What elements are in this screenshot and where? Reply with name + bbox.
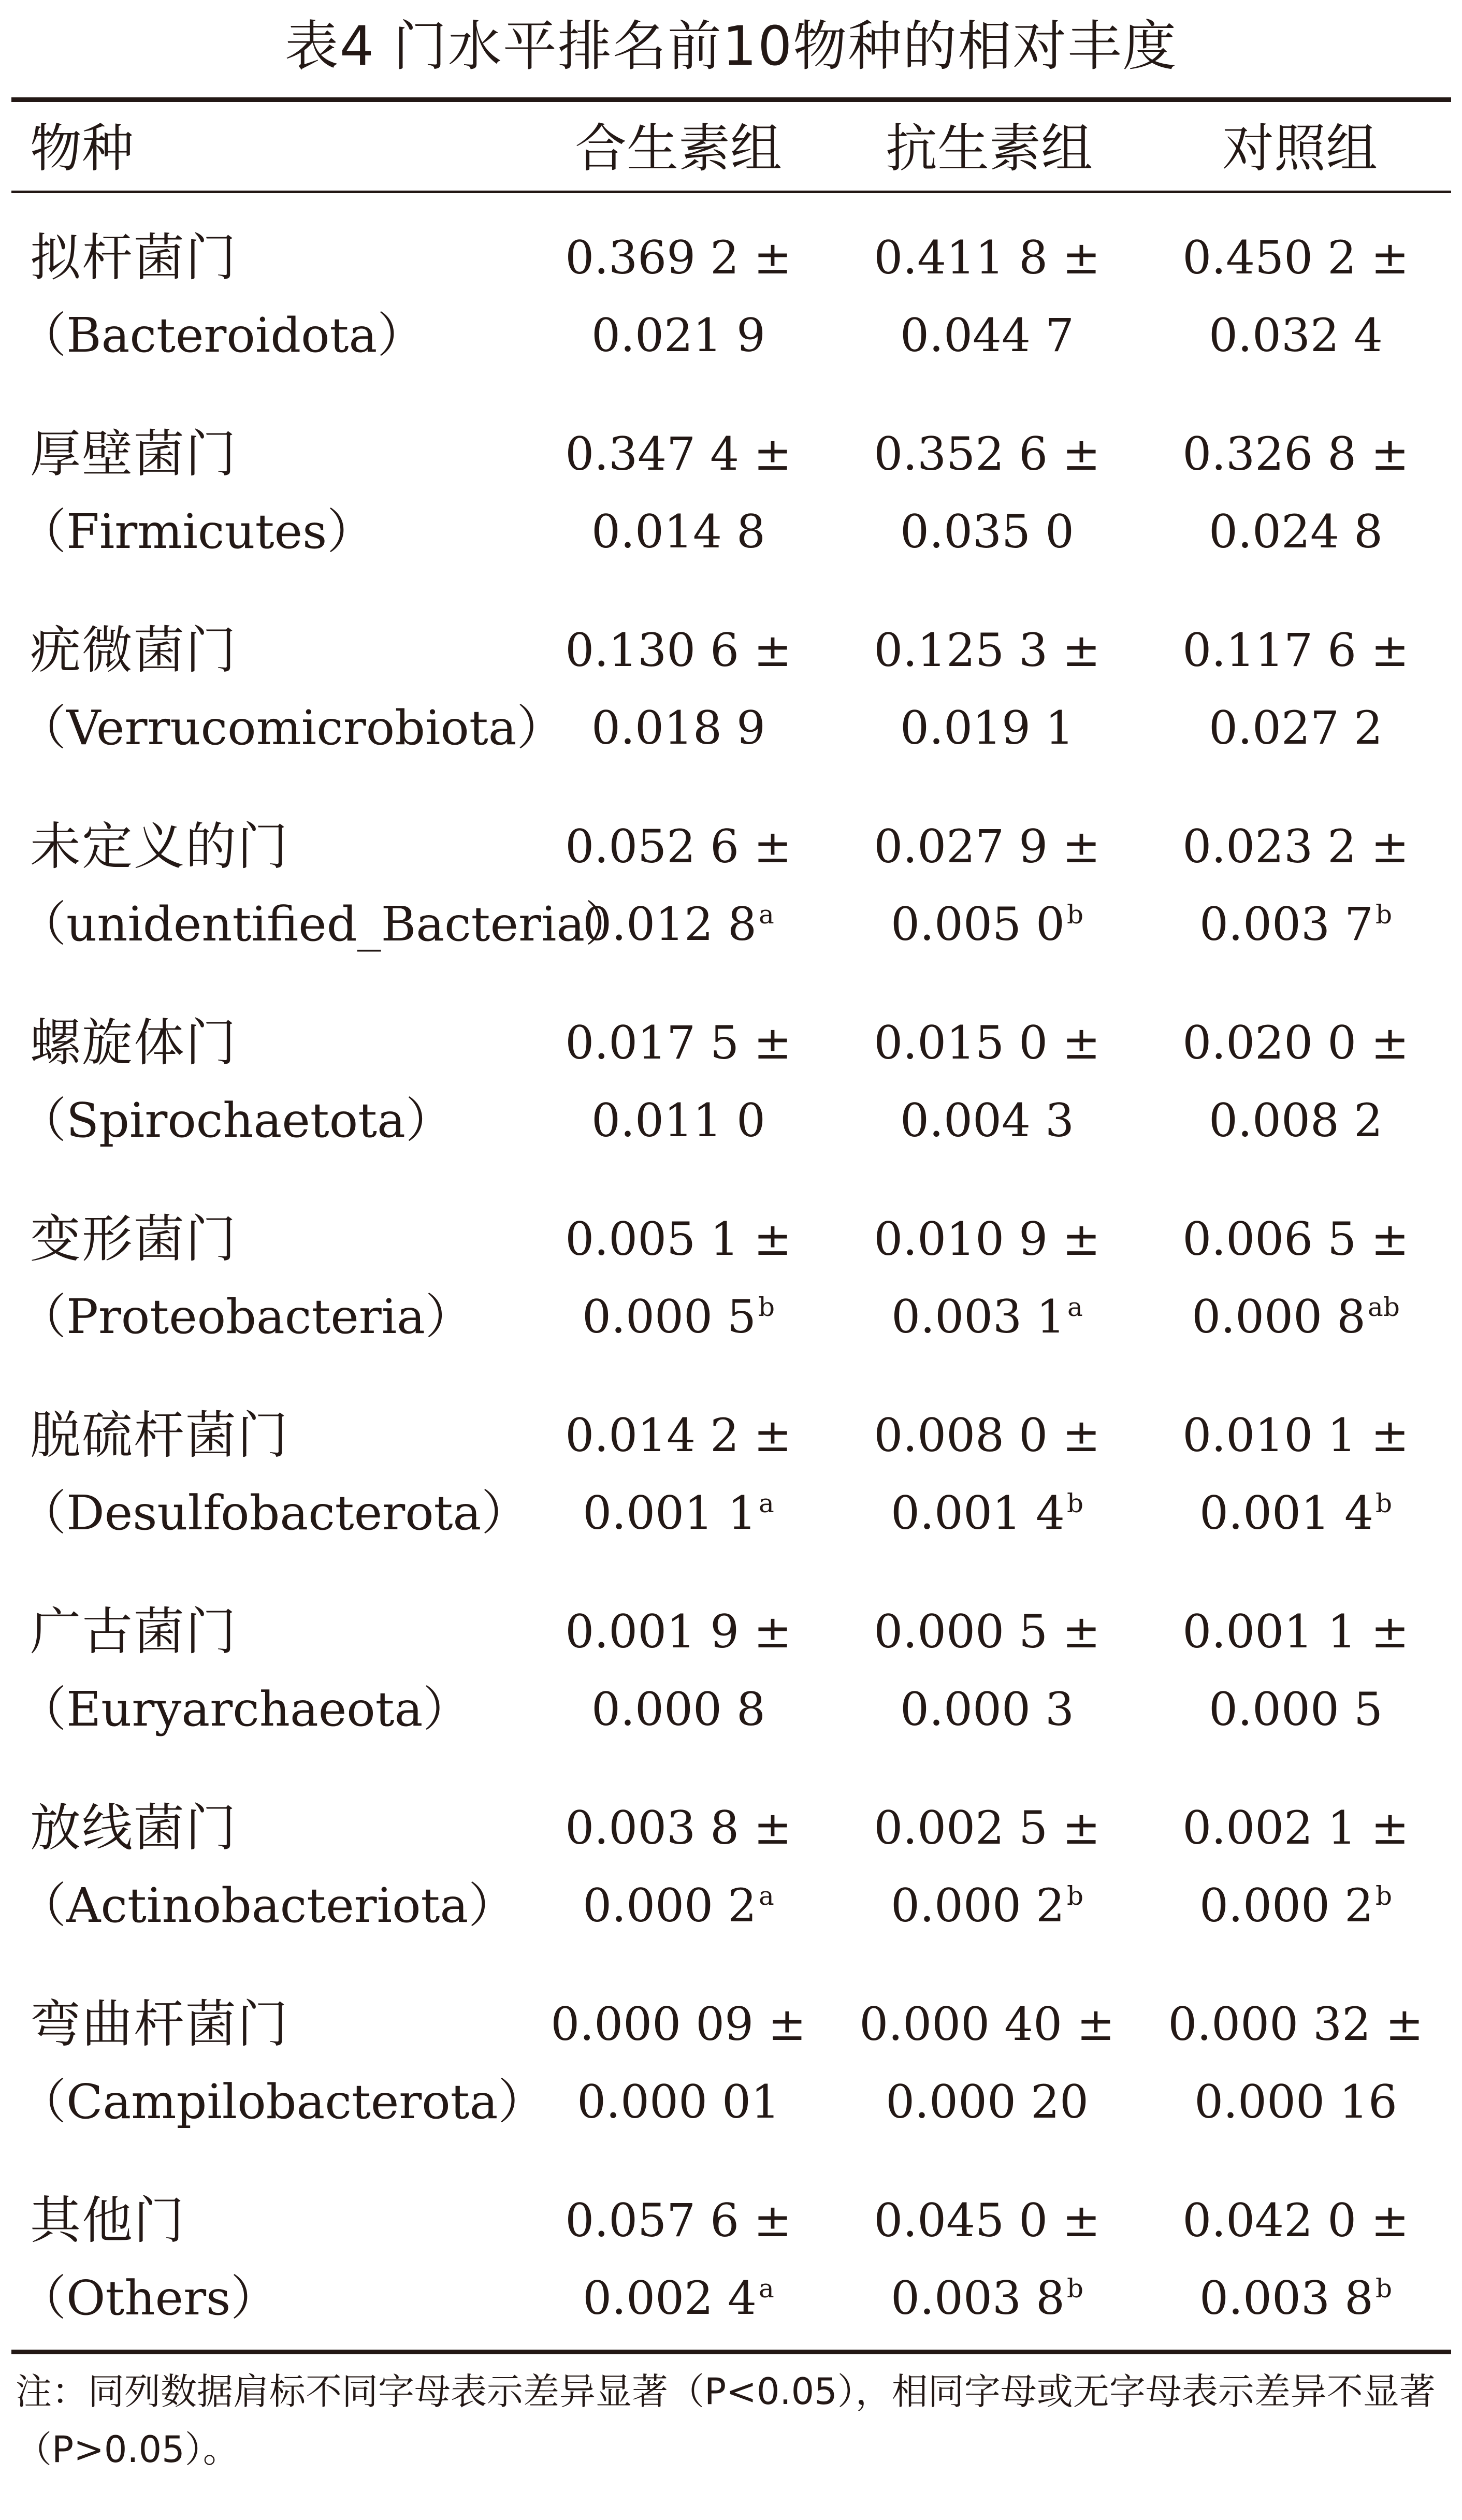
cell-sd	[1151, 886, 1441, 963]
cell-mean: 0.015 0 ±	[874, 1016, 1101, 1069]
significance-letter: b	[1066, 1488, 1083, 1518]
table-row	[0, 589, 1462, 786]
cell-sd	[1151, 1474, 1441, 1552]
cell-sd-value: 0.035 0	[900, 505, 1074, 558]
cell-sd-value: 0.008 2	[1209, 1094, 1383, 1147]
species-name-cn: 未定义的门	[30, 817, 289, 876]
cell-mean: 0.369 2 ±	[565, 231, 792, 284]
cell-sd	[1151, 2063, 1441, 2141]
cell-sd-value: 0.000 2	[1199, 1879, 1373, 1932]
cell-mean: 0.008 0 ±	[874, 1409, 1101, 1462]
table-row	[0, 982, 1462, 1178]
table-row	[0, 197, 1462, 393]
cell-mean: 0.352 6 ±	[874, 427, 1101, 481]
cell-mean: 0.005 1 ±	[565, 1212, 792, 1266]
cell-sd	[533, 2063, 823, 2141]
significance-letter: b	[1375, 900, 1392, 930]
species-name-latin: （Verrucomicrobiota）	[19, 700, 564, 756]
cell-sd-value: 0.005 0	[891, 897, 1065, 951]
species-name-cn: 广古菌门	[30, 1602, 238, 1661]
table-footnote: 注：同列数据肩标不同字母表示差异显著（P<0.05），相同字母或无字母表示差异不显著（P>0.05）。	[16, 2370, 1436, 2471]
table-row	[0, 1963, 1462, 2160]
header-species: 物种	[30, 118, 134, 179]
species-name-cn: 厚壁菌门	[30, 425, 238, 484]
species-name-latin: （Campilobacterota）	[19, 2074, 546, 2130]
species-name-latin: （Euryarchaeota）	[19, 1682, 471, 1737]
header-antibiotic-group: 抗生素组	[886, 118, 1093, 179]
cell-sd	[842, 886, 1132, 963]
table-row	[0, 2160, 1462, 2356]
cell-mean: 0.411 8 ±	[874, 231, 1101, 284]
table-row	[0, 1374, 1462, 1571]
species-name-latin: （Bacteroidota）	[19, 308, 425, 363]
cell-sd-value: 0.000 5	[582, 1290, 756, 1343]
significance-letter: a	[759, 900, 774, 930]
cell-mean: 0.003 8 ±	[565, 1801, 792, 1855]
cell-sd-value: 0.000 2	[891, 1879, 1065, 1932]
cell-sd	[1151, 297, 1441, 374]
cell-sd	[533, 2260, 823, 2337]
cell-sd	[842, 689, 1132, 767]
cell-sd-value: 0.001 1	[583, 1486, 757, 1540]
cell-sd	[1151, 493, 1441, 571]
cell-sd	[1151, 689, 1441, 767]
cell-sd	[533, 297, 823, 374]
cell-sd-value: 0.032 4	[1209, 309, 1383, 362]
cell-sd	[842, 1671, 1132, 1748]
species-name-cn: 拟杆菌门	[30, 228, 238, 287]
cell-sd-value: 0.014 8	[591, 505, 765, 558]
species-name-cn: 变形菌门	[30, 1210, 238, 1269]
cell-mean: 0.010 1 ±	[1182, 1409, 1409, 1462]
table-row	[0, 786, 1462, 982]
species-name-latin: （Spirochaetota）	[19, 1093, 453, 1148]
cell-mean: 0.017 5 ±	[565, 1016, 792, 1069]
cell-sd	[1151, 1867, 1441, 1945]
species-name-cn: 弯曲杆菌门	[30, 1995, 289, 2054]
cell-sd	[533, 689, 823, 767]
species-name-latin: （Others）	[19, 2270, 279, 2326]
significance-letter: a	[759, 1488, 774, 1518]
significance-letter: a	[759, 2273, 774, 2304]
species-name-latin: （Proteobacteria）	[19, 1289, 473, 1344]
cell-mean: 0.020 0 ±	[1182, 1016, 1409, 1069]
cell-sd-value: 0.044 7	[900, 309, 1074, 362]
cell-sd	[533, 493, 823, 571]
cell-mean: 0.023 2 ±	[1182, 820, 1409, 873]
significance-letter: a	[759, 1881, 774, 1911]
cell-sd	[533, 1082, 823, 1160]
cell-mean: 0.057 6 ±	[565, 2194, 792, 2247]
cell-sd-value: 0.011 0	[591, 1094, 765, 1147]
cell-sd-value: 0.001 4	[1199, 1486, 1373, 1540]
table-title: 表4 门水平排名前10物种的相对丰度	[284, 15, 1178, 78]
cell-mean: 0.000 40 ±	[859, 1997, 1115, 2051]
cell-mean: 0.001 9 ±	[565, 1605, 792, 1658]
significance-letter: b	[1375, 1881, 1392, 1911]
species-name-latin: （unidentified_Bacteria）	[19, 896, 633, 952]
table-body	[0, 197, 1462, 2356]
cell-mean: 0.002 5 ±	[874, 1801, 1101, 1855]
significance-letter: a	[1067, 1292, 1083, 1322]
table-row	[0, 393, 1462, 589]
cell-mean: 0.117 6 ±	[1182, 624, 1409, 677]
species-name-cn: 其他门	[30, 2191, 186, 2250]
cell-sd	[842, 1867, 1132, 1945]
cell-sd-value: 0.024 8	[1209, 505, 1383, 558]
species-name-cn: 脱硫杆菌门	[30, 1406, 289, 1465]
cell-sd-value: 0.001 4	[891, 1486, 1065, 1540]
cell-sd	[1151, 1671, 1441, 1748]
cell-mean: 0.000 09 ±	[551, 1997, 806, 2051]
cell-sd-value: 0.003 7	[1199, 897, 1373, 951]
species-name-cn: 放线菌门	[30, 1799, 238, 1858]
table-row	[0, 1178, 1462, 1374]
significance-letter: b	[1375, 1488, 1392, 1518]
header-control-group: 对照组	[1222, 118, 1378, 179]
cell-sd-value: 0.000 8	[1192, 1290, 1366, 1343]
species-name-latin: （Actinobacteriota）	[19, 1878, 516, 1933]
header-rule	[11, 191, 1451, 193]
cell-sd	[533, 1474, 823, 1552]
cell-sd-value: 0.027 2	[1209, 701, 1383, 755]
significance-letter: b	[1066, 1881, 1083, 1911]
significance-letter: b	[1375, 2273, 1392, 2304]
cell-mean: 0.045 0 ±	[874, 2194, 1101, 2247]
cell-sd-value: 0.000 3	[900, 1683, 1074, 1736]
cell-sd-value: 0.018 9	[591, 701, 765, 755]
cell-sd-value: 0.003 8	[1199, 2271, 1373, 2325]
cell-mean: 0.006 5 ±	[1182, 1212, 1409, 1266]
cell-sd-value: 0.003 1	[891, 1290, 1066, 1343]
cell-sd-value: 0.000 8	[591, 1683, 765, 1736]
cell-sd-value: 0.000 2	[583, 1879, 757, 1932]
cell-sd	[842, 1474, 1132, 1552]
significance-letter: ab	[1368, 1292, 1400, 1322]
species-name-latin: （Firmicutes）	[19, 504, 375, 559]
significance-letter: b	[758, 1292, 775, 1322]
cell-sd	[533, 1867, 823, 1945]
cell-sd	[842, 493, 1132, 571]
header-synbiotic-group: 合生素组	[575, 118, 782, 179]
cell-sd	[533, 886, 823, 963]
significance-letter: b	[1066, 2273, 1083, 2304]
cell-mean: 0.000 32 ±	[1168, 1997, 1424, 2051]
cell-mean: 0.130 6 ±	[565, 624, 792, 677]
cell-sd-value: 0.003 8	[891, 2271, 1065, 2325]
cell-mean: 0.010 9 ±	[874, 1212, 1101, 1266]
cell-sd-value: 0.000 16	[1194, 2075, 1397, 2128]
cell-mean: 0.450 2 ±	[1182, 231, 1409, 284]
table-row	[0, 1571, 1462, 1767]
table-row	[0, 1767, 1462, 1963]
cell-sd-value: 0.012 8	[583, 897, 757, 951]
cell-sd	[1151, 1278, 1441, 1356]
cell-sd	[842, 297, 1132, 374]
cell-sd-value: 0.000 5	[1209, 1683, 1383, 1736]
species-name-latin: （Desulfobacterota）	[19, 1485, 529, 1541]
cell-sd	[533, 1278, 823, 1356]
table-bottom-rule	[11, 2350, 1451, 2354]
significance-letter: b	[1066, 900, 1083, 930]
cell-sd	[842, 1278, 1132, 1356]
cell-sd-value: 0.019 1	[900, 701, 1074, 755]
table-top-rule	[11, 97, 1451, 102]
cell-mean: 0.042 0 ±	[1182, 2194, 1409, 2247]
species-name-cn: 螺旋体门	[30, 1013, 238, 1073]
cell-mean: 0.125 3 ±	[874, 624, 1101, 677]
cell-mean: 0.027 9 ±	[874, 820, 1101, 873]
cell-sd	[533, 1671, 823, 1748]
cell-sd-value: 0.002 4	[583, 2271, 757, 2325]
cell-sd-value: 0.004 3	[900, 1094, 1074, 1147]
cell-sd-value: 0.021 9	[591, 309, 765, 362]
cell-sd-value: 0.000 01	[577, 2075, 780, 2128]
cell-sd	[1151, 1082, 1441, 1160]
cell-mean: 0.052 6 ±	[565, 820, 792, 873]
cell-sd-value: 0.000 20	[886, 2075, 1089, 2128]
cell-mean: 0.002 1 ±	[1182, 1801, 1409, 1855]
cell-sd	[842, 2260, 1132, 2337]
cell-mean: 0.014 2 ±	[565, 1409, 792, 1462]
cell-sd	[1151, 2260, 1441, 2337]
cell-mean: 0.326 8 ±	[1182, 427, 1409, 481]
cell-mean: 0.000 5 ±	[874, 1605, 1101, 1658]
cell-sd	[842, 1082, 1132, 1160]
cell-sd	[842, 2063, 1132, 2141]
species-name-cn: 疣微菌门	[30, 621, 238, 680]
cell-mean: 0.347 4 ±	[565, 427, 792, 481]
cell-mean: 0.001 1 ±	[1182, 1605, 1409, 1658]
